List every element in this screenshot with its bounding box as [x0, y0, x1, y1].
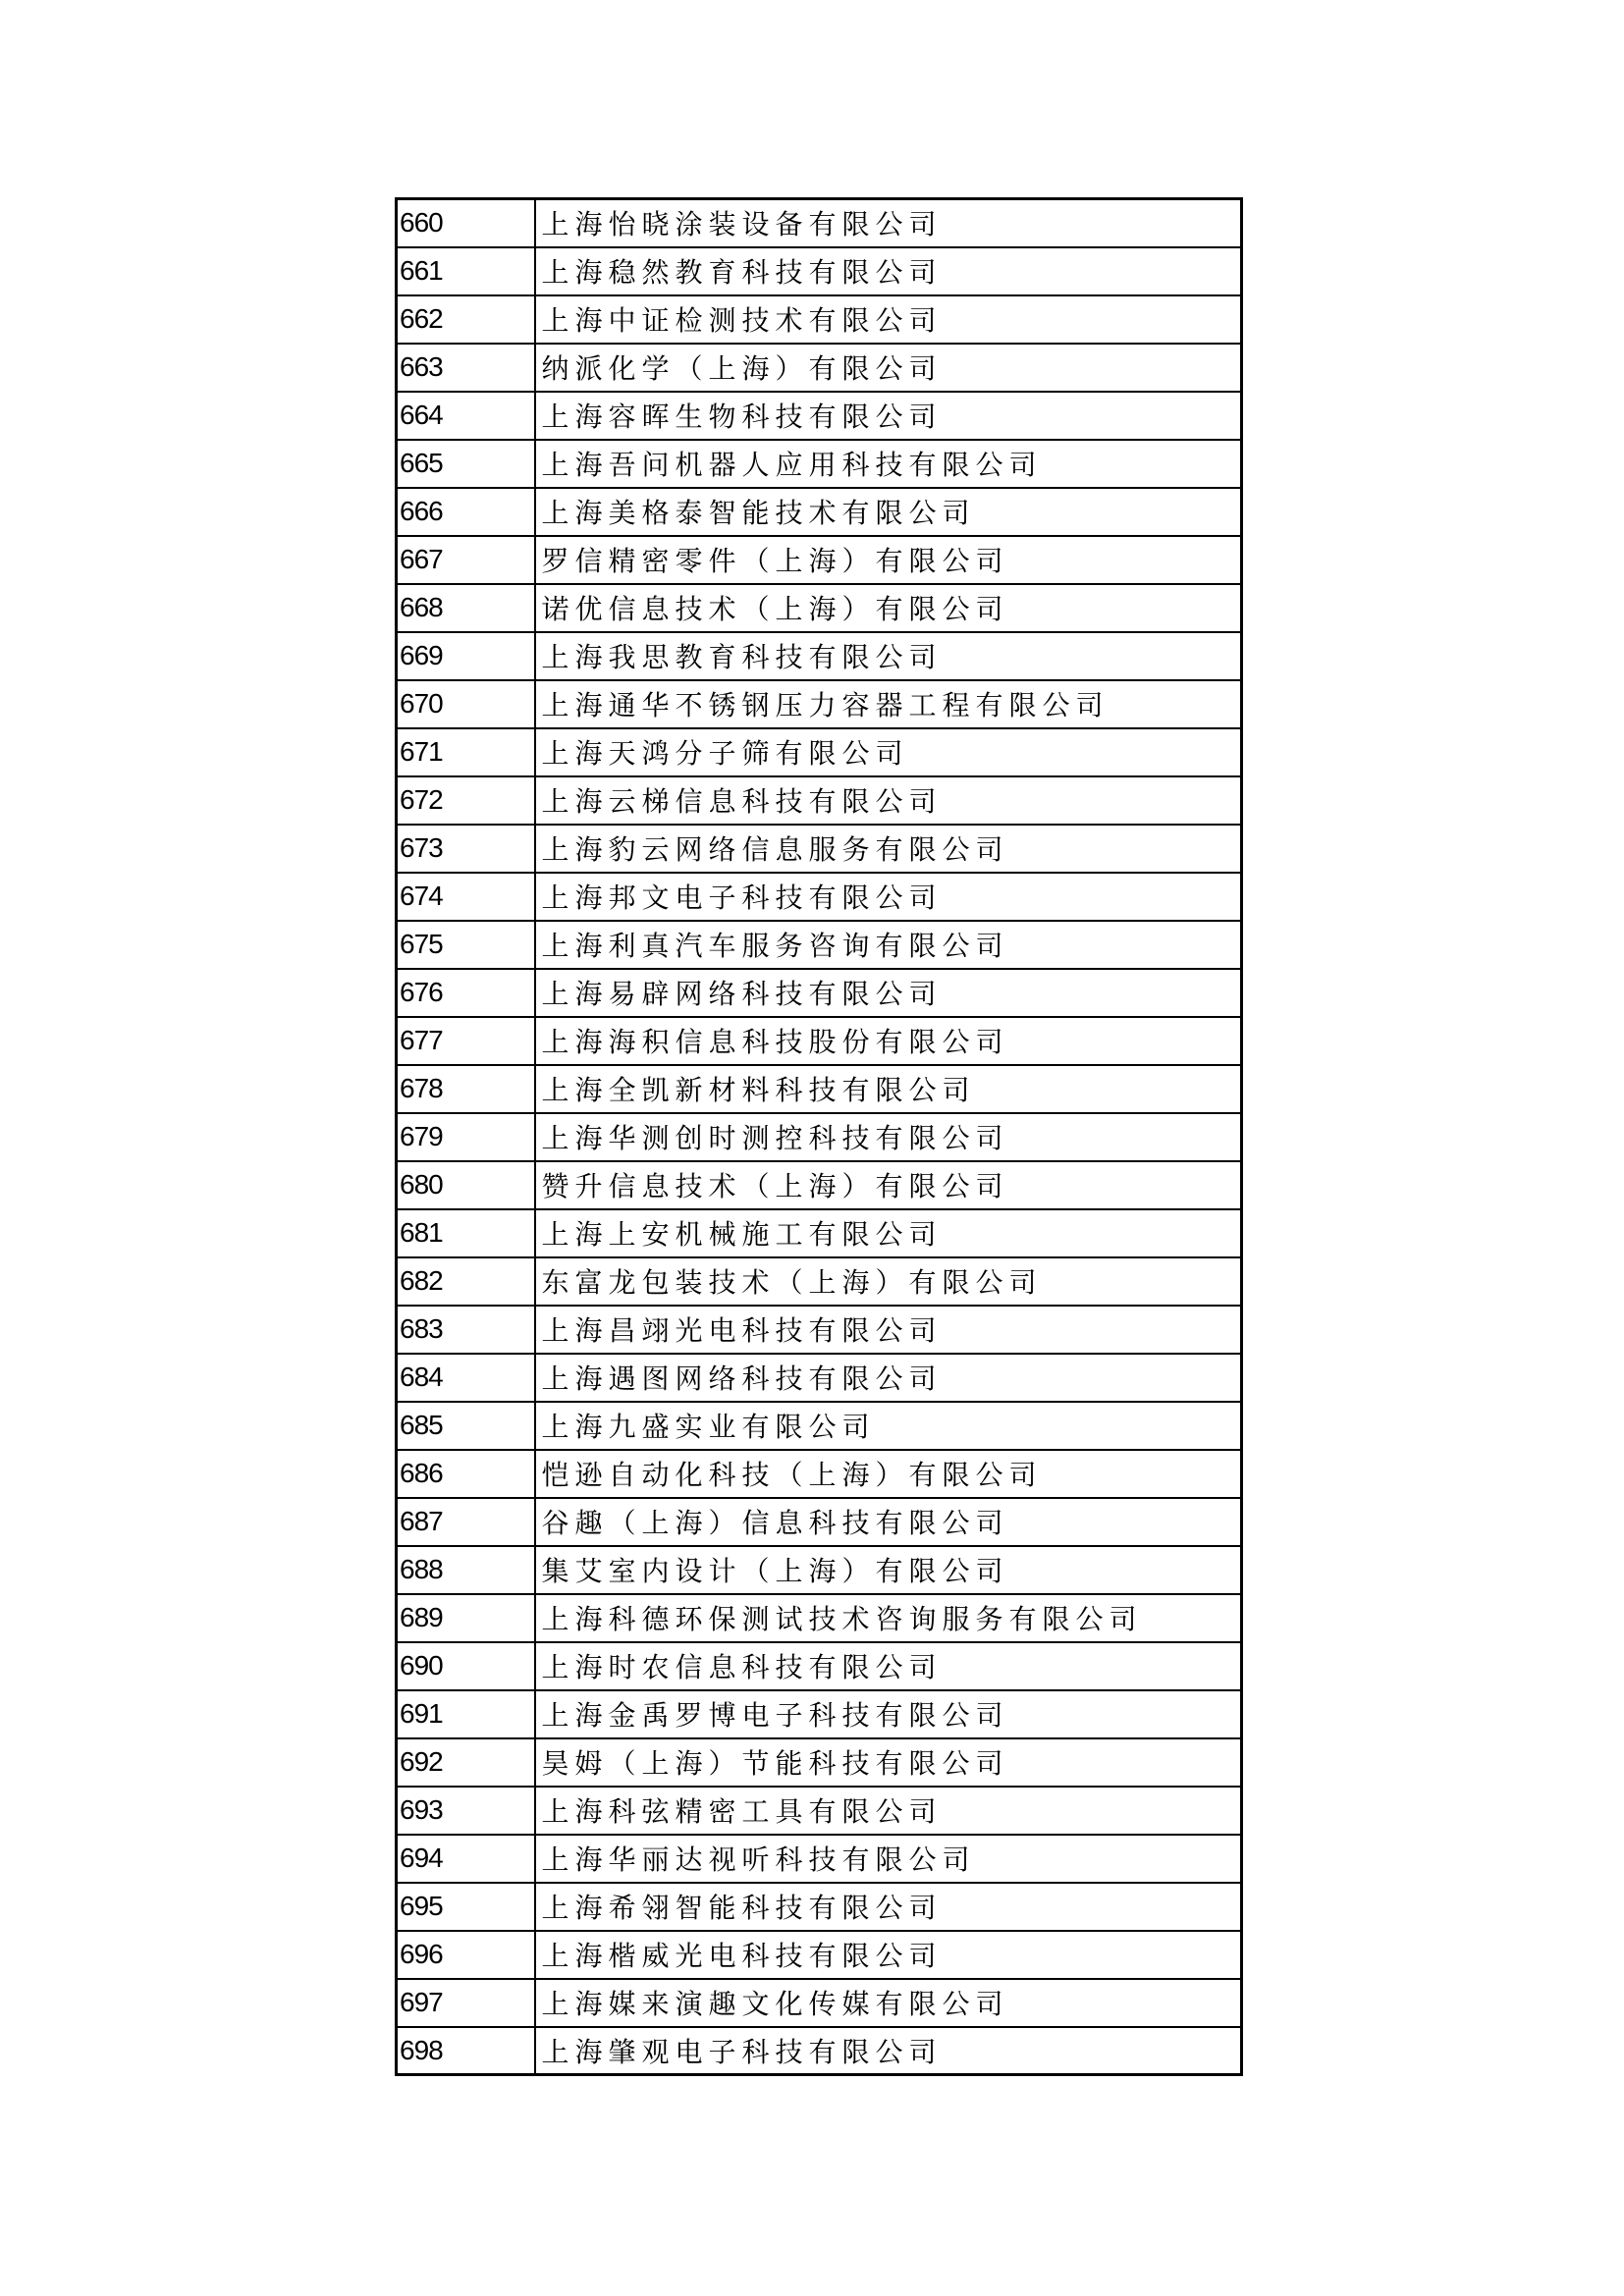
company-name: 上海利真汽车服务咨询有限公司 [535, 921, 1242, 969]
company-name: 上海媒来演趣文化传媒有限公司 [535, 1979, 1242, 2027]
company-name: 上海美格泰智能技术有限公司 [535, 488, 1242, 536]
table-row [397, 728, 1242, 776]
row-number: 679 [397, 1113, 535, 1161]
company-name: 上海易辟网络科技有限公司 [535, 969, 1242, 1017]
row-number: 687 [397, 1498, 535, 1546]
row-number: 694 [397, 1835, 535, 1883]
row-number: 683 [397, 1306, 535, 1354]
table-row [397, 1402, 1242, 1450]
company-name: 上海希翎智能科技有限公司 [535, 1883, 1242, 1931]
table-row [397, 344, 1242, 392]
row-number: 690 [397, 1642, 535, 1690]
table-row [397, 921, 1242, 969]
company-name: 恺逊自动化科技（上海）有限公司 [535, 1450, 1242, 1498]
row-number: 692 [397, 1738, 535, 1787]
company-name: 上海中证检测技术有限公司 [535, 295, 1242, 344]
row-number: 664 [397, 392, 535, 440]
company-name: 上海天鸿分子筛有限公司 [535, 728, 1242, 776]
row-number: 697 [397, 1979, 535, 2027]
row-number: 685 [397, 1402, 535, 1450]
row-number: 669 [397, 632, 535, 680]
company-name: 上海吾问机器人应用科技有限公司 [535, 440, 1242, 488]
row-number: 689 [397, 1594, 535, 1642]
row-number: 688 [397, 1546, 535, 1594]
row-number: 698 [397, 2027, 535, 2075]
company-name: 上海时农信息科技有限公司 [535, 1642, 1242, 1690]
company-name: 上海遇图网络科技有限公司 [535, 1354, 1242, 1402]
row-number: 662 [397, 295, 535, 344]
table-row [397, 873, 1242, 921]
table-row [397, 488, 1242, 536]
row-number: 668 [397, 584, 535, 632]
company-name: 上海云梯信息科技有限公司 [535, 776, 1242, 825]
company-name: 昊姆（上海）节能科技有限公司 [535, 1738, 1242, 1787]
table-row [397, 247, 1242, 295]
company-name: 上海科德环保测试技术咨询服务有限公司 [535, 1594, 1242, 1642]
company-name: 罗信精密零件（上海）有限公司 [535, 536, 1242, 584]
company-list-table [395, 197, 1243, 2076]
row-number: 682 [397, 1257, 535, 1306]
row-number: 696 [397, 1931, 535, 1979]
table-row [397, 632, 1242, 680]
table-row [397, 199, 1242, 247]
table-row [397, 1113, 1242, 1161]
table-row [397, 1017, 1242, 1065]
row-number: 695 [397, 1883, 535, 1931]
company-list-body [397, 199, 1242, 2075]
row-number: 672 [397, 776, 535, 825]
row-number: 693 [397, 1787, 535, 1835]
table-row [397, 584, 1242, 632]
row-number: 660 [397, 199, 535, 247]
row-number: 666 [397, 488, 535, 536]
table-row [397, 1306, 1242, 1354]
row-number: 661 [397, 247, 535, 295]
company-name: 上海稳然教育科技有限公司 [535, 247, 1242, 295]
table-row [397, 295, 1242, 344]
row-number: 677 [397, 1017, 535, 1065]
row-number: 675 [397, 921, 535, 969]
table-row [397, 1931, 1242, 1979]
company-name: 上海海积信息科技股份有限公司 [535, 1017, 1242, 1065]
row-number: 678 [397, 1065, 535, 1113]
company-name: 上海上安机械施工有限公司 [535, 1209, 1242, 1257]
table-row [397, 1835, 1242, 1883]
company-name: 上海华丽达视听科技有限公司 [535, 1835, 1242, 1883]
row-number: 684 [397, 1354, 535, 1402]
table-row [397, 1161, 1242, 1209]
table-row [397, 536, 1242, 584]
row-number: 670 [397, 680, 535, 728]
company-name: 上海通华不锈钢压力容器工程有限公司 [535, 680, 1242, 728]
company-name: 上海容晖生物科技有限公司 [535, 392, 1242, 440]
row-number: 676 [397, 969, 535, 1017]
table-row [397, 440, 1242, 488]
table-row [397, 1738, 1242, 1787]
table-row [397, 1594, 1242, 1642]
table-row [397, 1065, 1242, 1113]
table-row [397, 1546, 1242, 1594]
table-row [397, 1257, 1242, 1306]
company-name: 上海怡晓涂装设备有限公司 [535, 199, 1242, 247]
company-name: 上海邦文电子科技有限公司 [535, 873, 1242, 921]
table-row [397, 1690, 1242, 1738]
table-row [397, 776, 1242, 825]
row-number: 680 [397, 1161, 535, 1209]
table-row [397, 2027, 1242, 2075]
company-name: 东富龙包装技术（上海）有限公司 [535, 1257, 1242, 1306]
table-row [397, 1787, 1242, 1835]
row-number: 681 [397, 1209, 535, 1257]
row-number: 674 [397, 873, 535, 921]
row-number: 663 [397, 344, 535, 392]
table-row [397, 1354, 1242, 1402]
company-name: 诺优信息技术（上海）有限公司 [535, 584, 1242, 632]
company-name: 上海我思教育科技有限公司 [535, 632, 1242, 680]
table-row [397, 1209, 1242, 1257]
company-name: 谷趣（上海）信息科技有限公司 [535, 1498, 1242, 1546]
company-name: 集艾室内设计（上海）有限公司 [535, 1546, 1242, 1594]
row-number: 665 [397, 440, 535, 488]
row-number: 667 [397, 536, 535, 584]
company-name: 上海昌翊光电科技有限公司 [535, 1306, 1242, 1354]
company-name: 上海肇观电子科技有限公司 [535, 2027, 1242, 2075]
table-row [397, 1450, 1242, 1498]
table-row [397, 680, 1242, 728]
table-row [397, 825, 1242, 873]
table-row [397, 1642, 1242, 1690]
table-row [397, 1979, 1242, 2027]
row-number: 686 [397, 1450, 535, 1498]
row-number: 671 [397, 728, 535, 776]
table-row [397, 392, 1242, 440]
table-row [397, 1498, 1242, 1546]
row-number: 673 [397, 825, 535, 873]
company-name: 上海科弦精密工具有限公司 [535, 1787, 1242, 1835]
company-name: 上海九盛实业有限公司 [535, 1402, 1242, 1450]
table-row [397, 969, 1242, 1017]
company-name: 上海豹云网络信息服务有限公司 [535, 825, 1242, 873]
company-name: 纳派化学（上海）有限公司 [535, 344, 1242, 392]
row-number: 691 [397, 1690, 535, 1738]
company-name: 上海全凯新材料科技有限公司 [535, 1065, 1242, 1113]
company-name: 上海金禹罗博电子科技有限公司 [535, 1690, 1242, 1738]
company-name: 上海华测创时测控科技有限公司 [535, 1113, 1242, 1161]
table-row [397, 1883, 1242, 1931]
company-name: 赞升信息技术（上海）有限公司 [535, 1161, 1242, 1209]
company-name: 上海楷威光电科技有限公司 [535, 1931, 1242, 1979]
